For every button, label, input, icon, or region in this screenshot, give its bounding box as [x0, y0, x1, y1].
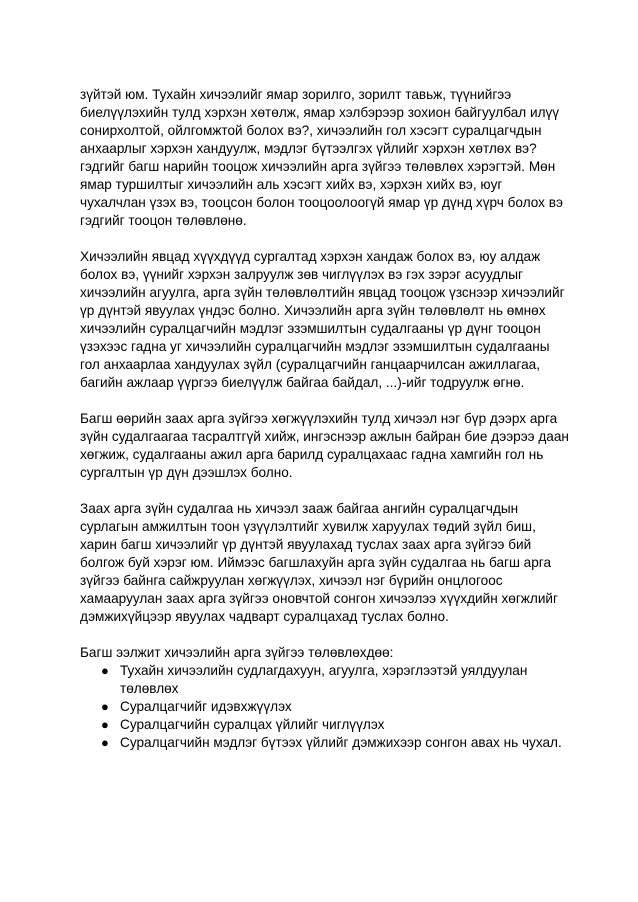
paragraph-4: Заах арга зүйн судалгаа нь хичээл зааж байгаа ангийн суралцагчдын сурлагын амжилтын тоон үзүүлэлтийг хувилж харуулах төдий зүйл биш, харин багш хичээлийг үр дүнтэй явуулахад туслах заах арга зүйгээ бий болгож буй хэрэг юм. Иймээс багшлахуйн арга зүйн судалгаа нь багш арга зүйгээ байнга сайжруулан хөгжүүлэх, хичээл нэг бүрийн онцлогоос хамааруулан заах арга зүйгээ оновчтой сонгон хичээлээ хүүхдийн хөгжлийг дэмжихүйцээр явуулах чадварт суралцахад туслах болно.: [80, 501, 558, 624]
bullet-icon: ●: [101, 663, 109, 678]
list-item-text: Тухайн хичээлийн судлагдахуун, агуулга, хэрэглээтэй уялдуулан төлөвлөх: [120, 663, 528, 696]
bullet-icon: ●: [101, 717, 109, 732]
document-page: [80, 86, 570, 752]
list-item-text: Суралцагчийн мэдлэг бүтээх үйлийг дэмжихээр сонгон авах нь чухал.: [120, 735, 562, 750]
list-item: [80, 698, 570, 716]
list-item: [80, 662, 570, 698]
paragraph-3: Багш өөрийн заах арга зүйгээ хөгжүүлэхийн тулд хичээл нэг бүр дээрх арга зүйн судалгаагаа тасралтгүй хийж, ингэснээр ажлын байран бие дээрээ даан хөгжиж, судалгааны ажил арга барилд суралцахаас гадна хамгийн гол нь сургалтын үр дүн дээшлэх болно.: [80, 411, 569, 480]
bullet-icon: ●: [101, 699, 109, 714]
paragraph-2: Хичээлийн явцад хүүхдүүд сургалтад хэрхэн хандаж болох вэ, юу алдаж болох вэ, үүнийг хэрхэн залруулж зөв чиглүүлэх вэ гэх зэрэг асуудлыг хичээлийн агуулга, арга зүйн төлөвлөлтийн явцад тооцож үзснээр хичээлийг үр дүнтэй явуулах үндэс болно. Хичээлийн арга зүйн төлөвлөлт нь өмнөх хичээлийн суралцагчийн мэдлэг эзэмшилтын судалгааны үр дүнг тооцон үзэхээс гадна уг хичээлийн суралцагчийн мэдлэг эзэмшилтын судалгааны гол анхаарлаа хандуулах зүйл (суралцагчийн ганцаарчилсан ажиллагаа, багийн ажлаар үүргээ биелүүлж байгаа байдал, ...)-ийг тодруулж өгнө.: [80, 249, 565, 390]
list-item: [80, 734, 570, 752]
list-item-text: Суралцагчийн суралцах үйлийг чиглүүлэх: [120, 717, 385, 732]
list-item-text: Суралцагчийг идэвхжүүлэх: [120, 699, 292, 714]
bullet-list: [80, 662, 570, 752]
list-item: [80, 716, 570, 734]
paragraph-1: зүйтэй юм. Тухайн хичээлийг ямар зорилго, зорилт тавьж, түүнийгээ биелүүлэхийн тулд хэрхэн хөтөлж, ямар хэлбэрээр зохион байгуулбал илүү сонирхолтой, ойлгомжтой болох вэ?, хичээлийн гол хэсэгт суралцагчдын анхаарлыг хэрхэн хандуулж, мэдлэг бүтээлгэх үйлийг хэрхэн хөтлөх вэ? гэдгийг багш нарийн тооцож хичээлийн арга зүйгээ төлөвлөх хэрэгтэй. Мөн ямар туршилтыг хичээлийн аль хэсэгт хийх вэ, хэрхэн хийх вэ, юуг чухалчлан үзэх вэ, тооцсон болон тооцоолоогүй ямар үр дүнд хүрч болох вэ гэдгийг тооцон төлөвлөнө.: [80, 87, 563, 228]
list-intro: Багш ээлжит хичээлийн арга зүйгээ төлөвлөхдөө:: [80, 645, 394, 660]
bullet-icon: ●: [101, 735, 109, 750]
